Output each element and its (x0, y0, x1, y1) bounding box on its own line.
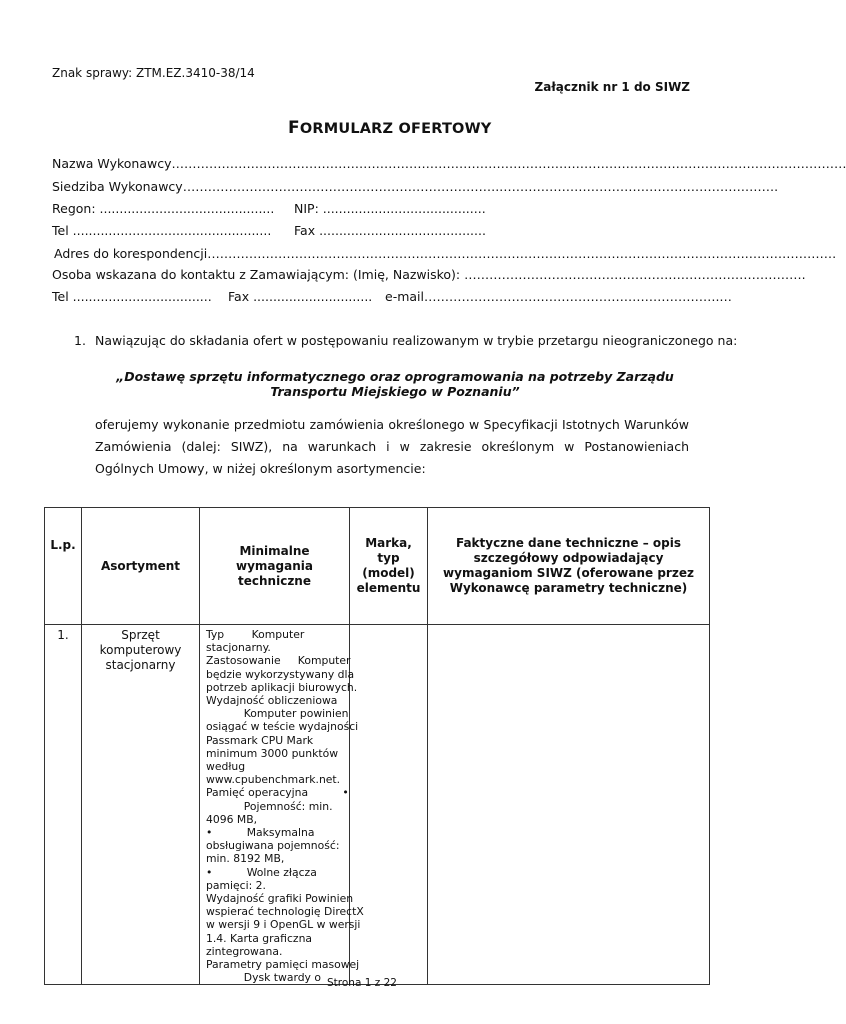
col-header-assortment: Asortyment (82, 508, 200, 625)
col-header-actual-specs: Faktyczne dane techniczne – opis szczegółowy odpowiadający wymaganiom SIWZ (oferowane przez Wykonawcę parametry techniczne) (428, 508, 710, 625)
phone-field[interactable]: Tel .................................................. (52, 223, 272, 238)
intro-text: Nawiązując do składania ofert w postępowaniu realizowanym w trybie przetargu nieograniczonego na: (95, 333, 738, 348)
nip-field[interactable]: NIP: ......................................... (294, 201, 486, 216)
row-brand-model-input[interactable] (350, 625, 428, 985)
page-number: Strona 1 z 22 (327, 977, 397, 989)
col-header-lp: L.p. (45, 508, 82, 625)
row-min-requirements: Typ Komputer stacjonarny. Zastosowanie Komputer będzie wykorzystywany dla potrzeb aplikacji biurowych. Wydajność obliczeniowa Komputer powinien osiągać w teście wydajności Passmark CPU Mark minimum 3000 punktów według www.cpubenchmark.net. Pamięć operacyjna • Pojemność: min. 4096 MB, • Maksymalna obsługiwana pojemność: min. 8192 MB, • Wolne złącza pamięci: 2. Wydajność grafiki Powinien wspierać technologię DirectX w wersji 9 i OpenGL w wersji 1.4. Karta graficzna zintegrowana. Parametry pamięci masowej Dysk twardy o (200, 625, 350, 985)
col-header-min-requirements: Minimalne wymagania techniczne (200, 508, 350, 625)
correspondence-address-field[interactable]: Adres do korespondencji………………………………………………………………………………………………………………….………………… (54, 246, 837, 261)
attachment-label: Załącznik nr 1 do SIWZ (534, 80, 690, 94)
col-header-brand-model: Marka, typ (model) elementu (350, 508, 428, 625)
contractor-name-field[interactable]: Nazwa Wykonawcy……………………………………………………………………………………………………………………………………………… (52, 156, 846, 171)
table-row (45, 625, 710, 985)
contact-phone-field[interactable]: Tel ................................... (52, 289, 212, 304)
tender-title-quote: „Dostawę sprzętu informatycznego oraz oprogramowania na potrzeby Zarządu Transportu Miejskiego w Poznaniu” (116, 369, 674, 399)
offer-paragraph: oferujemy wykonanie przedmiotu zamówienia określonego w Specyfikacji Istotnych Warunków Zamówienia (dalej: SIWZ), na warunkach i w zakresie określonym w Postanowieniach Ogólnych Umowy, w niżej określonym asortymencie: (95, 417, 689, 476)
contact-person-field[interactable]: Osoba wskazana do kontaktu z Zamawiającym: (Imię, Nazwisko): ………………………………………………………………………. (52, 267, 806, 282)
row-actual-specs-input[interactable] (428, 625, 710, 985)
fax-field[interactable]: Fax .......................................... (294, 223, 486, 238)
regon-field[interactable]: Regon: ............................................ (52, 201, 275, 216)
case-reference: Znak sprawy: ZTM.EZ.3410-38/14 (52, 66, 255, 80)
table-header-row (45, 508, 710, 625)
page-title: FORMULARZ OFERTOWY (288, 118, 492, 138)
row-assortment: Sprzęt komputerowy stacjonarny (82, 625, 200, 985)
contact-email-field[interactable]: e-mail……………………….…………………………………….… (385, 289, 732, 304)
list-number: 1. (74, 333, 86, 348)
contractor-seat-field[interactable]: Siedziba Wykonawcy………………………………………………………………….…………………………………………………………. (52, 179, 779, 194)
row-number: 1. (45, 625, 82, 985)
offer-table (44, 507, 710, 985)
contact-fax-field[interactable]: Fax .............................. (228, 289, 373, 304)
